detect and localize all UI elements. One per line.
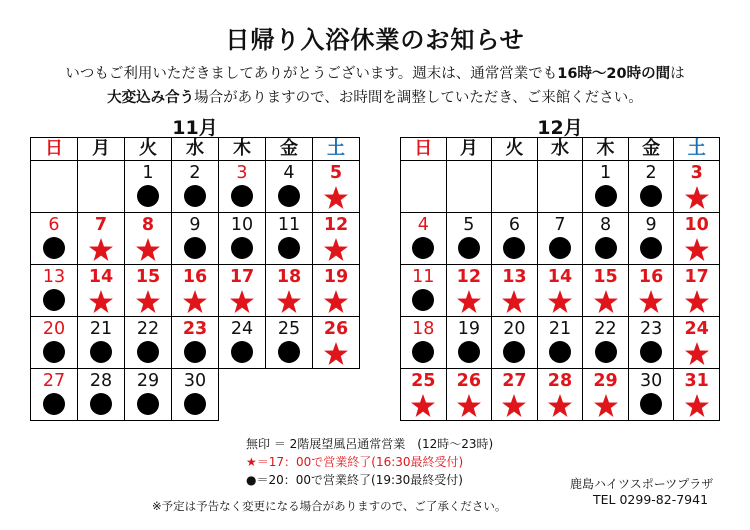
dot-icon [278, 341, 300, 363]
star-icon [638, 289, 664, 314]
day-number: 12 [456, 267, 482, 287]
day-number: 21 [548, 319, 572, 339]
day-number: 18 [276, 267, 302, 287]
weekday-header: 月 [78, 138, 125, 161]
star-icon [323, 185, 349, 210]
day-cell [172, 213, 219, 265]
day-number: 26 [456, 371, 482, 391]
star-icon [684, 289, 710, 314]
intro-line-2 [0, 88, 750, 108]
day-number: 19 [457, 319, 480, 339]
day-cell [674, 213, 720, 265]
day-number: 9 [645, 215, 657, 235]
day-number: 10 [230, 215, 254, 235]
dot-icon [184, 237, 206, 259]
day-cell [492, 265, 538, 317]
day-number: 7 [94, 215, 108, 235]
dot-icon [184, 393, 206, 415]
dot-icon [137, 185, 159, 207]
star-icon [684, 237, 710, 262]
day-number: 21 [89, 319, 113, 339]
day-cell [219, 161, 266, 213]
dot-icon [137, 393, 159, 415]
day-number: 11 [277, 215, 301, 235]
peak-hours-text: 16時〜20時の間 [557, 66, 671, 82]
day-number: 13 [502, 267, 527, 287]
empty-day-cell [401, 161, 447, 213]
calendar-week-row [31, 161, 360, 213]
dot-icon [184, 185, 206, 207]
dot-icon [412, 237, 434, 259]
empty-day-cell [492, 161, 538, 213]
day-number: 23 [182, 319, 208, 339]
weekday-header: 金 [266, 138, 313, 161]
day-cell [78, 369, 125, 421]
day-cell [583, 213, 629, 265]
day-number: 9 [189, 215, 201, 235]
calendar-week-row [401, 369, 720, 421]
day-cell [537, 265, 583, 317]
dot-icon [640, 341, 662, 363]
day-cell [492, 317, 538, 369]
calendar-december [400, 137, 720, 421]
day-cell [583, 161, 629, 213]
empty-day-cell [78, 161, 125, 213]
day-cell [628, 265, 674, 317]
day-cell [31, 369, 78, 421]
day-cell [446, 317, 492, 369]
day-cell [537, 369, 583, 421]
day-cell [31, 265, 78, 317]
dot-icon [231, 237, 253, 259]
day-cell [628, 369, 674, 421]
day-cell [31, 213, 78, 265]
day-number: 28 [89, 371, 113, 391]
day-number: 16 [182, 267, 208, 287]
day-number: 24 [684, 319, 709, 339]
day-number: 2 [645, 163, 657, 183]
calendar-november [30, 137, 360, 421]
dot-icon [640, 185, 662, 207]
star-icon [501, 393, 527, 418]
intro-line-1 [0, 64, 750, 84]
day-cell [313, 265, 360, 317]
dot-icon [640, 237, 662, 259]
day-cell [219, 317, 266, 369]
star-icon [547, 289, 573, 314]
day-number: 23 [639, 319, 663, 339]
day-cell [172, 265, 219, 317]
day-cell [401, 265, 447, 317]
star-icon [88, 289, 114, 314]
dot-icon [231, 185, 253, 207]
calendar-week-row [401, 161, 720, 213]
facility-name: 鹿島ハイツスポーツプラザ [570, 477, 714, 491]
day-number: 15 [593, 267, 618, 287]
day-cell [628, 161, 674, 213]
weekday-header: 水 [172, 138, 219, 161]
day-cell [401, 213, 447, 265]
intro-text: 場合がありますので、お時間を調整していただき、ご来館ください。 [194, 90, 643, 106]
calendar-week-row [31, 265, 360, 317]
day-cell [125, 265, 172, 317]
month-title-december: 12月 [537, 117, 583, 139]
dot-icon [43, 341, 65, 363]
star-icon [456, 393, 482, 418]
day-cell [78, 213, 125, 265]
weekday-header: 水 [537, 138, 583, 161]
dot-icon [549, 237, 571, 259]
day-number: 1 [599, 163, 612, 183]
dot-icon [595, 237, 617, 259]
calendar-week-row [31, 213, 360, 265]
day-number: 24 [230, 319, 254, 339]
legend-normal: 無印 ＝ 2階展望風呂通常営業 (12時〜23時) [246, 437, 494, 451]
day-cell [674, 161, 720, 213]
calendar-week-row [401, 317, 720, 369]
dot-icon [503, 237, 525, 259]
day-cell [219, 213, 266, 265]
legend-star: ★＝17：00で営業終了(16:30最終受付) [246, 455, 464, 469]
star-icon [456, 289, 482, 314]
star-icon [684, 341, 710, 366]
day-number: 14 [547, 267, 573, 287]
star-icon [182, 289, 208, 314]
empty-day-cell [313, 369, 360, 421]
phone-number: TEL 0299-82-7941 [593, 492, 709, 507]
day-number: 19 [323, 267, 349, 287]
star-icon [684, 185, 710, 210]
dot-icon [595, 185, 617, 207]
dot-icon [412, 341, 434, 363]
day-cell [628, 317, 674, 369]
day-cell [674, 265, 720, 317]
star-icon [547, 393, 573, 418]
dot-icon [43, 289, 65, 311]
day-cell [172, 317, 219, 369]
dot-icon [43, 237, 65, 259]
dot-icon [595, 341, 617, 363]
day-cell [401, 369, 447, 421]
dot-icon [458, 237, 480, 259]
dot-icon [412, 289, 434, 311]
weekday-header: 木 [583, 138, 629, 161]
day-number: 26 [323, 319, 349, 339]
star-icon [88, 237, 114, 262]
dot-icon [549, 341, 571, 363]
weekday-header: 土 [313, 138, 360, 161]
day-cell [78, 317, 125, 369]
day-number: 3 [236, 163, 248, 183]
calendar-week-row [31, 317, 360, 369]
day-number: 25 [411, 371, 436, 391]
day-number: 18 [412, 319, 435, 339]
footnote: ※予定は予告なく変更になる場合がありますので、ご了承ください。 [152, 499, 507, 513]
dot-icon [278, 185, 300, 207]
legend-dot: ●＝20：00で営業終了(19:30最終受付) [246, 473, 463, 487]
day-cell [674, 369, 720, 421]
day-number: 12 [323, 215, 349, 235]
star-icon [229, 289, 255, 314]
dot-icon [231, 341, 253, 363]
weekday-header: 火 [125, 138, 172, 161]
day-cell [583, 265, 629, 317]
day-cell [266, 317, 313, 369]
day-number: 27 [42, 371, 66, 391]
star-icon [684, 393, 710, 418]
empty-day-cell [446, 161, 492, 213]
dot-icon [90, 341, 112, 363]
day-number: 15 [135, 267, 161, 287]
day-cell [125, 369, 172, 421]
star-icon [135, 237, 161, 262]
star-icon [135, 289, 161, 314]
day-number: 30 [639, 371, 663, 391]
day-number: 25 [277, 319, 301, 339]
day-number: 5 [463, 215, 475, 235]
day-cell [125, 213, 172, 265]
day-number: 10 [684, 215, 709, 235]
day-cell [125, 161, 172, 213]
day-cell [401, 317, 447, 369]
star-icon [323, 237, 349, 262]
day-number: 2 [189, 163, 201, 183]
weekday-header: 火 [492, 138, 538, 161]
weekday-header: 金 [628, 138, 674, 161]
day-number: 1 [142, 163, 154, 183]
day-number: 3 [690, 163, 703, 183]
day-number: 22 [594, 319, 617, 339]
page-title: 日帰り入浴休業のお知らせ [225, 26, 525, 54]
day-number: 7 [554, 215, 566, 235]
day-number: 17 [229, 267, 255, 287]
weekday-header-row [31, 138, 360, 161]
day-cell [313, 213, 360, 265]
day-cell [172, 161, 219, 213]
day-cell [313, 317, 360, 369]
day-cell [583, 369, 629, 421]
day-cell [537, 213, 583, 265]
day-cell [492, 213, 538, 265]
day-cell [674, 317, 720, 369]
calendar-week-row [401, 213, 720, 265]
day-cell [172, 369, 219, 421]
dot-icon [184, 341, 206, 363]
day-number: 20 [503, 319, 526, 339]
day-cell [446, 369, 492, 421]
empty-day-cell [219, 369, 266, 421]
dot-icon [503, 341, 525, 363]
day-number: 14 [88, 267, 114, 287]
day-cell [31, 317, 78, 369]
day-number: 28 [547, 371, 573, 391]
dot-icon [458, 341, 480, 363]
day-cell [583, 317, 629, 369]
day-number: 29 [136, 371, 160, 391]
day-number: 8 [599, 215, 612, 235]
day-number: 4 [283, 163, 295, 183]
weekday-header: 土 [674, 138, 720, 161]
star-icon [410, 393, 436, 418]
day-number: 17 [684, 267, 709, 287]
star-icon [276, 289, 302, 314]
star-icon [323, 341, 349, 366]
day-cell [125, 317, 172, 369]
day-cell [446, 265, 492, 317]
day-cell [266, 265, 313, 317]
dot-icon [43, 393, 65, 415]
intro-text: は [670, 66, 685, 82]
day-number: 6 [508, 215, 520, 235]
dot-icon [137, 341, 159, 363]
day-cell [537, 317, 583, 369]
day-number: 5 [329, 163, 343, 183]
dot-icon [90, 393, 112, 415]
calendar-week-row [31, 369, 360, 421]
dot-icon [640, 393, 662, 415]
day-number: 16 [638, 267, 664, 287]
month-title-november: 11月 [172, 117, 218, 139]
day-number: 30 [183, 371, 207, 391]
day-number: 4 [417, 215, 429, 235]
empty-day-cell [266, 369, 313, 421]
day-number: 29 [593, 371, 618, 391]
star-icon [501, 289, 527, 314]
star-icon [593, 289, 619, 314]
day-number: 11 [412, 267, 435, 287]
weekday-header: 日 [401, 138, 447, 161]
day-number: 8 [141, 215, 155, 235]
day-number: 20 [42, 319, 66, 339]
day-cell [628, 213, 674, 265]
day-number: 31 [684, 371, 709, 391]
day-cell [219, 265, 266, 317]
star-icon [593, 393, 619, 418]
day-number: 22 [136, 319, 160, 339]
weekday-header: 木 [219, 138, 266, 161]
day-cell [266, 213, 313, 265]
day-cell [78, 265, 125, 317]
day-number: 27 [502, 371, 527, 391]
star-icon [323, 289, 349, 314]
calendar-week-row [401, 265, 720, 317]
dot-icon [278, 237, 300, 259]
empty-day-cell [537, 161, 583, 213]
weekday-header: 月 [446, 138, 492, 161]
weekday-header: 日 [31, 138, 78, 161]
empty-day-cell [31, 161, 78, 213]
intro-text: いつもご利用いただきましてありがとうございます。週末は、通常営業でも [65, 66, 558, 82]
crowded-text: 大変込み合う [107, 90, 195, 106]
day-cell [313, 161, 360, 213]
day-cell [446, 213, 492, 265]
day-number: 13 [42, 267, 66, 287]
day-cell [266, 161, 313, 213]
day-number: 6 [48, 215, 60, 235]
day-cell [492, 369, 538, 421]
weekday-header-row [401, 138, 720, 161]
